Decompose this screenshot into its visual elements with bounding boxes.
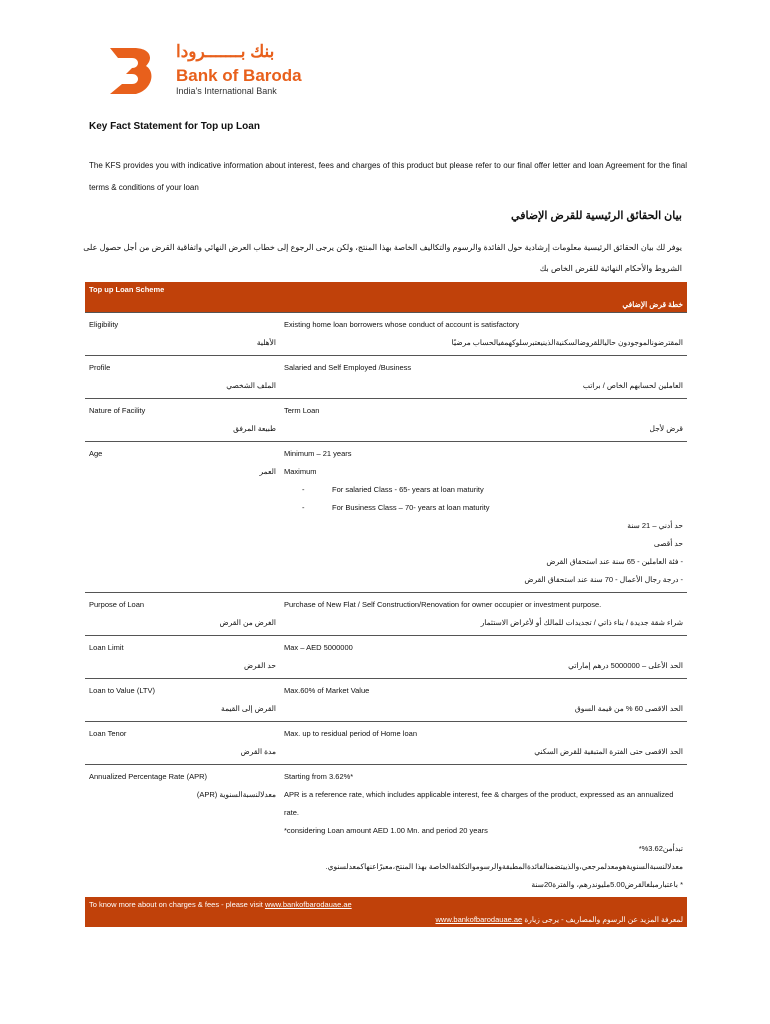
row-value: Max. up to residual period of Home loan bbox=[284, 729, 417, 738]
row-value-ar: الحد الاقصى حتى الفترة المتبقية للقرض السكني bbox=[534, 747, 683, 756]
brand-arabic-name: بنك بـــــــرودا bbox=[176, 42, 275, 61]
row-label-ar: الأهلية bbox=[256, 338, 276, 347]
apr-ar-line: معدلالنسبةالسنويةهومعدلمرجعي،والذييتضمنالفائدةالمطبقةوالرسوموالتكلفةالخاصة بهذا المنتج،معبرًاعنهاكمعدلسنوي. bbox=[325, 862, 683, 871]
table-row bbox=[85, 356, 687, 399]
row-value: Salaried and Self Employed /Business bbox=[284, 363, 412, 372]
intro-paragraph: The KFS provides you with indicative information about interest, fees and charges of this product but please refer to our final offer letter and loan Agreement for the final terms & conditions of your loan bbox=[89, 161, 687, 192]
table-row bbox=[85, 722, 687, 765]
row-label: Eligibility bbox=[89, 320, 119, 329]
row-label: Purpose of Loan bbox=[89, 600, 145, 609]
row-value: Purchase of New Flat / Self Construction/Renovation for owner occupier or investment purpose. bbox=[284, 600, 602, 609]
row-value: Max.60% of Market Value bbox=[284, 686, 370, 695]
row-value-ar: شراء شقة جديدة / بناء ذاتي / تجديدات للمالك أو لأغراض الاستثمار bbox=[480, 618, 683, 627]
age-min: Minimum – 21 years bbox=[284, 449, 352, 458]
table-header-row bbox=[85, 282, 687, 297]
table-row bbox=[85, 636, 687, 679]
website-link[interactable]: www.bankofbarodauae.ae bbox=[264, 900, 352, 909]
table-row bbox=[85, 765, 687, 898]
row-label: Profile bbox=[89, 363, 111, 372]
apr-ar-line: تبدأمن3.62%* bbox=[638, 844, 683, 853]
row-value-ar: الحد الاقصى 60 % من قيمة السوق bbox=[574, 704, 683, 713]
apr-definition: APR is a reference rate, which includes applicable interest, fee & charges of the product, expressed as an annualized rate. bbox=[284, 790, 674, 817]
row-label: Age bbox=[89, 449, 103, 458]
table-row bbox=[85, 442, 687, 593]
brand-tagline: India's International Bank bbox=[176, 86, 277, 96]
row-label: Loan Limit bbox=[89, 643, 124, 652]
row-label-ar: معدلالنسبةالسنوية (APR) bbox=[196, 790, 276, 799]
row-label-ar: طبيعة المرفق bbox=[233, 424, 276, 433]
age-ar-line: - درجة رجال الأعمال - 70 سنة عند استحقاق القرض bbox=[524, 575, 683, 584]
arabic-intro-paragraph: يوفر لك بيان الحقائق الرئيسية معلومات إرشادية حول الفائدة والرسوم والتكاليف الخاصة بهذا المنتج، ولكن يرجى الرجوع إلى خطاب العرض النهائي واتفاقية القرض من أجل حصول على الشروط والأحكام النهائية للقرض الخاص بك bbox=[83, 243, 682, 273]
table-header-ar-row bbox=[85, 297, 687, 313]
table-row bbox=[85, 313, 687, 356]
arabic-title: بيان الحقائق الرئيسية للقرض الإضافي bbox=[511, 210, 682, 222]
row-label: Nature of Facility bbox=[89, 406, 146, 415]
row-label-ar: حد القرض bbox=[243, 661, 276, 670]
footer-row bbox=[85, 897, 687, 912]
table-row bbox=[85, 679, 687, 722]
key-facts-table bbox=[85, 282, 687, 927]
row-label: Loan to Value (LTV) bbox=[89, 686, 156, 695]
row-value: Term Loan bbox=[284, 406, 320, 415]
footer-ar-row bbox=[85, 912, 687, 927]
footer-ar: لمعرفة المزيد عن الرسوم والمصاريف - يرجى زيارة www.bankofbarodauae.ae bbox=[85, 912, 687, 927]
footer-en: To know more about on charges & fees - please visit www.bankofbarodauae.ae bbox=[85, 897, 687, 912]
row-label: Annualized Percentage Rate (APR) bbox=[89, 772, 207, 781]
age-bullet: - For Business Class – 70- years at loan maturity bbox=[302, 503, 490, 512]
table-row bbox=[85, 593, 687, 636]
row-value-ar: العاملين لحسابهم الخاص / براتب bbox=[582, 381, 683, 390]
website-link-ar[interactable]: www.bankofbarodauae.ae bbox=[435, 915, 523, 924]
row-value: Max – AED 5000000 bbox=[284, 643, 353, 652]
row-label-ar: الملف الشخصي bbox=[226, 381, 276, 390]
age-ar-line: حد أقصى bbox=[653, 539, 683, 548]
row-value-ar: الحد الأعلى – 5000000 درهم إماراتي bbox=[568, 661, 683, 670]
brand-name: Bank of Baroda bbox=[176, 66, 302, 85]
apr-ar-line: * باعتبارمبلغالقرض5.00مليوندرهم، والفترة20سنة bbox=[531, 880, 683, 889]
bank-logo bbox=[104, 42, 354, 102]
age-ar-line: حد أدني – 21 سنة bbox=[627, 521, 683, 530]
apr-note: *considering Loan amount AED 1.00 Mn. and period 20 years bbox=[284, 826, 488, 835]
table-row bbox=[85, 399, 687, 442]
age-bullet: - For salaried Class - 65- years at loan maturity bbox=[302, 485, 484, 494]
row-label-ar: مدة القرض bbox=[240, 747, 276, 756]
row-value: Existing home loan borrowers whose conduct of account is satisfactory bbox=[284, 320, 520, 329]
row-value-ar: المقترضونالموجودون حالياللقروضالسكنيةالذينيعتبرسلوكهمفيالحساب مرضيًا bbox=[451, 338, 683, 347]
bank-of-baroda-logo-icon bbox=[104, 44, 160, 100]
header-en: Top up Loan Scheme bbox=[85, 282, 687, 297]
row-label-ar: الغرض من القرض bbox=[219, 618, 276, 627]
apr-start: Starting from 3.62%* bbox=[284, 772, 354, 781]
row-label: Loan Tenor bbox=[89, 729, 127, 738]
row-value-ar: قرض لأجل bbox=[649, 424, 683, 433]
page-title: Key Fact Statement for Top up Loan bbox=[89, 121, 260, 132]
row-label-ar: العمر bbox=[259, 467, 276, 476]
age-ar-line: - فئة العاملين - 65 سنة عند استحقاق القرض bbox=[546, 557, 683, 566]
age-max: Maximum bbox=[284, 467, 317, 476]
row-label-ar: القرض إلى القيمة bbox=[221, 704, 276, 713]
header-ar: خطة قرض الإضافي bbox=[85, 297, 687, 313]
